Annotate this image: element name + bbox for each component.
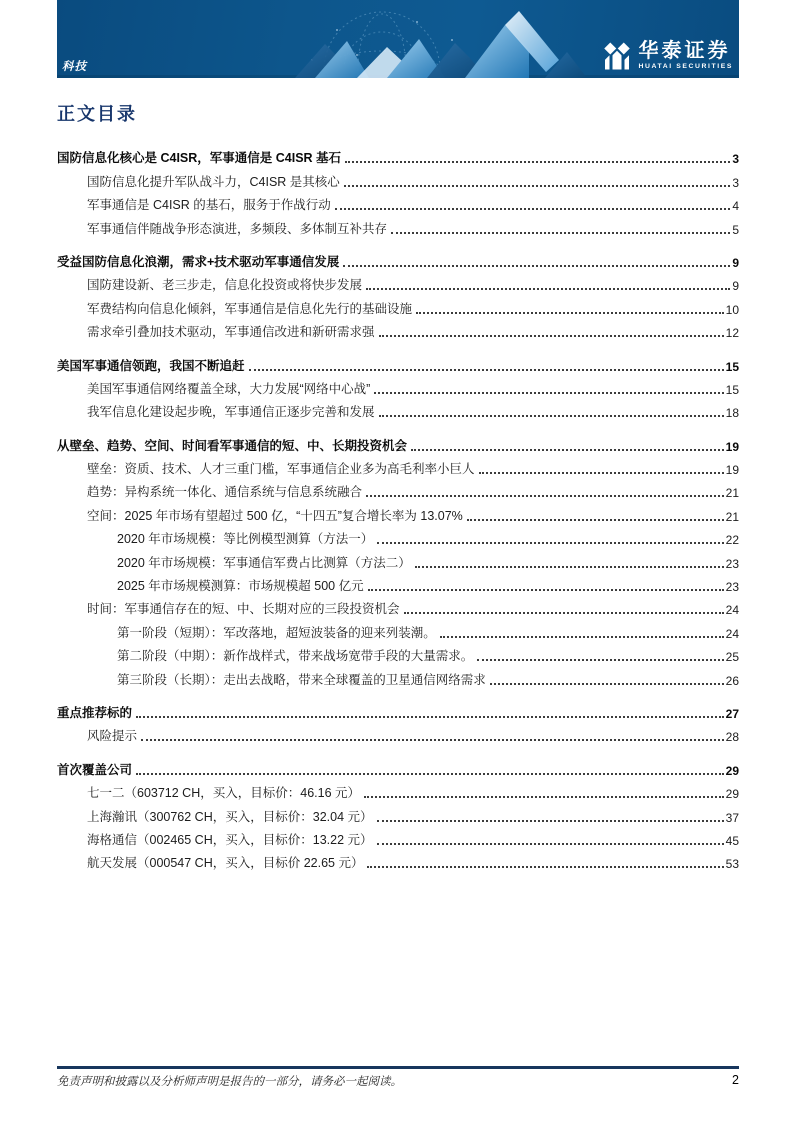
toc-entry-label: 军事通信是 C4ISR 的基石，服务于作战行动 bbox=[87, 198, 331, 213]
toc-page-number: 9 bbox=[732, 255, 739, 270]
toc-page-number: 3 bbox=[732, 175, 739, 190]
toc-entry[interactable] bbox=[57, 524, 739, 547]
dot-leader bbox=[368, 589, 724, 591]
footer-divider bbox=[57, 1066, 739, 1069]
dot-leader bbox=[391, 232, 730, 234]
dot-leader bbox=[344, 185, 731, 187]
dot-leader bbox=[367, 866, 723, 868]
toc-entry[interactable] bbox=[57, 721, 739, 744]
brand-name-cn: 华泰证券 bbox=[638, 40, 731, 63]
dot-leader bbox=[377, 820, 724, 822]
toc-entry-label: 第二阶段（中期）：新作战样式，带来战场宽带手段的大量需求。 bbox=[117, 649, 474, 664]
toc-entry[interactable] bbox=[57, 477, 739, 500]
toc-page-number: 23 bbox=[725, 580, 739, 595]
dot-leader bbox=[377, 843, 724, 845]
toc-entry-label: 国防信息化核心是 C4ISR，军事通信是 C4ISR 基石 bbox=[57, 151, 342, 166]
toc-entry-label: 美国军事通信网络覆盖全球，大力发展“网络中心战” bbox=[87, 381, 371, 396]
toc-page-number: 15 bbox=[725, 359, 739, 374]
toc-entry[interactable] bbox=[57, 166, 739, 189]
toc-entry-label: 我军信息化建设起步晚，军事通信正逐步完善和发展 bbox=[87, 405, 375, 420]
toc-entry[interactable] bbox=[57, 270, 739, 293]
dot-leader bbox=[249, 369, 724, 371]
toc-page-number: 5 bbox=[732, 222, 739, 237]
toc-page-number: 37 bbox=[725, 810, 739, 825]
toc-entry-label: 2025 年市场规模测算：市场规模超 500 亿元 bbox=[117, 579, 364, 594]
toc-page-number: 21 bbox=[725, 486, 739, 501]
toc-entry[interactable] bbox=[57, 571, 739, 594]
dot-leader bbox=[411, 449, 724, 451]
toc-page-number: 19 bbox=[725, 439, 739, 454]
toc-page-number: 27 bbox=[725, 706, 739, 721]
toc-entry-label: 上海瀚讯（300762 CH，买入，目标价：32.04 元） bbox=[87, 809, 373, 824]
toc-entry[interactable] bbox=[57, 617, 739, 640]
toc-page-number: 28 bbox=[725, 730, 739, 745]
toc-page-number: 21 bbox=[725, 509, 739, 524]
footer-disclaimer: 免责声明和披露以及分析师声明是报告的一部分，请务必一起阅读。 bbox=[57, 1076, 402, 1088]
toc-page-number: 24 bbox=[725, 626, 739, 641]
dot-leader bbox=[364, 796, 724, 798]
dot-leader bbox=[136, 773, 724, 775]
dot-leader bbox=[335, 208, 731, 210]
toc-entry-label: 需求牵引叠加技术驱动，军事通信改进和新研需求强 bbox=[87, 325, 375, 340]
dot-leader bbox=[141, 739, 724, 741]
dot-leader bbox=[136, 716, 724, 718]
toc-entry-label: 从壁垒、趋势、空间、时间看军事通信的短、中、长期投资机会 bbox=[57, 438, 408, 453]
toc-entry-label: 美国军事通信领跑，我国不断追赶 bbox=[57, 358, 245, 373]
toc-entry-label: 壁垒：资质、技术、人才三重门槛，军事通信企业多为高毛利率小巨人 bbox=[87, 462, 475, 477]
dot-leader bbox=[440, 636, 724, 638]
brand-name-en: HUATAI SECURITIES bbox=[638, 63, 733, 71]
toc-page-number: 29 bbox=[725, 763, 739, 778]
toc-page-number: 9 bbox=[732, 279, 739, 294]
toc-entry[interactable] bbox=[57, 374, 739, 397]
toc-entry[interactable] bbox=[57, 247, 739, 270]
toc-page-number: 26 bbox=[725, 673, 739, 688]
toc-entry-label: 第三阶段（长期）：走出去战略，带来全球覆盖的卫星通信网络需求 bbox=[117, 672, 486, 687]
toc-entry[interactable] bbox=[57, 213, 739, 236]
dot-leader bbox=[374, 392, 723, 394]
toc-page-number: 22 bbox=[725, 533, 739, 548]
toc-entry[interactable] bbox=[57, 594, 739, 617]
toc-entry-label: 2020 年市场规模：军事通信军费占比测算（方法二） bbox=[117, 555, 411, 570]
toc-entry[interactable] bbox=[57, 500, 739, 523]
dot-leader bbox=[490, 683, 724, 685]
toc-entry-label: 趋势：异构系统一体化、通信系统与信息系统融合 bbox=[87, 485, 363, 500]
toc-entry[interactable] bbox=[57, 350, 739, 373]
toc-page-number: 53 bbox=[725, 857, 739, 872]
toc-entry-label: 七一二（603712 CH，买入，目标价：46.16 元） bbox=[87, 786, 360, 801]
dot-leader bbox=[416, 312, 724, 314]
dot-leader bbox=[404, 612, 724, 614]
toc-entry-label: 2020 年市场规模：等比例模型测算（方法一） bbox=[117, 532, 374, 547]
toc-page-number: 23 bbox=[725, 556, 739, 571]
toc-page-number: 10 bbox=[725, 302, 739, 317]
header-banner bbox=[57, 0, 739, 78]
dot-leader bbox=[467, 519, 724, 521]
footer-page-number: 2 bbox=[732, 1073, 739, 1087]
toc-entry[interactable] bbox=[57, 547, 739, 570]
toc-entry-label: 时间：军事通信存在的短、中、长期对应的三段投资机会 bbox=[87, 602, 400, 617]
toc-entry[interactable] bbox=[57, 664, 739, 687]
dot-leader bbox=[345, 161, 730, 163]
toc-entry[interactable] bbox=[57, 848, 739, 871]
toc-entry[interactable] bbox=[57, 397, 739, 420]
toc-entry[interactable] bbox=[57, 825, 739, 848]
dot-leader bbox=[366, 495, 724, 497]
page-title: 正文目录 bbox=[57, 104, 137, 124]
report-category-label: 科技 bbox=[62, 61, 87, 73]
toc-page-number: 4 bbox=[732, 199, 739, 214]
toc-entry-label: 受益国防信息化浪潮，需求+技术驱动军事通信发展 bbox=[57, 254, 340, 269]
toc-page-number: 12 bbox=[725, 326, 739, 341]
huatai-logo-icon bbox=[602, 41, 632, 71]
toc-entry[interactable] bbox=[57, 143, 739, 166]
toc-entry-label: 第一阶段（短期）：军改落地，超短波装备的迎来列装潮。 bbox=[117, 625, 436, 640]
toc-entry[interactable] bbox=[57, 698, 739, 721]
dot-leader bbox=[379, 415, 724, 417]
toc-entry[interactable] bbox=[57, 801, 739, 824]
toc-entry[interactable] bbox=[57, 430, 739, 453]
dot-leader bbox=[415, 566, 724, 568]
toc-entry[interactable] bbox=[57, 778, 739, 801]
toc-page-number: 19 bbox=[725, 463, 739, 478]
table-of-contents bbox=[57, 143, 739, 871]
toc-entry-label: 航天发展（000547 CH，买入，目标价 22.65 元） bbox=[87, 856, 364, 871]
toc-entry[interactable] bbox=[57, 190, 739, 213]
toc-page-number: 18 bbox=[725, 406, 739, 421]
dot-leader bbox=[343, 265, 730, 267]
toc-page-number: 24 bbox=[725, 603, 739, 618]
toc-entry-label: 国防信息化提升军队战斗力，C4ISR 是其核心 bbox=[87, 174, 340, 189]
toc-entry[interactable] bbox=[57, 754, 739, 777]
dot-leader bbox=[477, 659, 723, 661]
toc-entry[interactable] bbox=[57, 454, 739, 477]
toc-page-number: 3 bbox=[732, 152, 739, 167]
toc-entry[interactable] bbox=[57, 641, 739, 664]
dot-leader bbox=[379, 335, 724, 337]
toc-entry[interactable] bbox=[57, 317, 739, 340]
toc-entry-label: 国防建设新、老三步走，信息化投资或将快步发展 bbox=[87, 278, 363, 293]
toc-entry-label: 军事通信伴随战争形态演进，多频段、多体制互补共存 bbox=[87, 221, 388, 236]
dot-leader bbox=[479, 472, 724, 474]
dot-leader bbox=[366, 288, 730, 290]
toc-page-number: 15 bbox=[725, 382, 739, 397]
footer bbox=[57, 1073, 739, 1089]
toc-entry[interactable] bbox=[57, 293, 739, 316]
toc-entry-label: 风险提示 bbox=[87, 729, 138, 744]
toc-entry-label: 首次覆盖公司 bbox=[57, 762, 133, 777]
toc-entry-label: 海格通信（002465 CH，买入，目标价：13.22 元） bbox=[87, 832, 373, 847]
toc-page-number: 29 bbox=[725, 787, 739, 802]
toc-entry-label: 军费结构向信息化倾斜，军事通信是信息化先行的基础设施 bbox=[87, 301, 413, 316]
toc-entry-label: 重点推荐标的 bbox=[57, 705, 133, 720]
toc-page-number: 45 bbox=[725, 833, 739, 848]
dot-leader bbox=[377, 542, 723, 544]
toc-page-number: 25 bbox=[725, 650, 739, 665]
brand-logo bbox=[602, 41, 733, 71]
toc-entry-label: 空间：2025 年市场有望超过 500 亿，“十四五”复合增长率为 13.07% bbox=[87, 508, 463, 523]
